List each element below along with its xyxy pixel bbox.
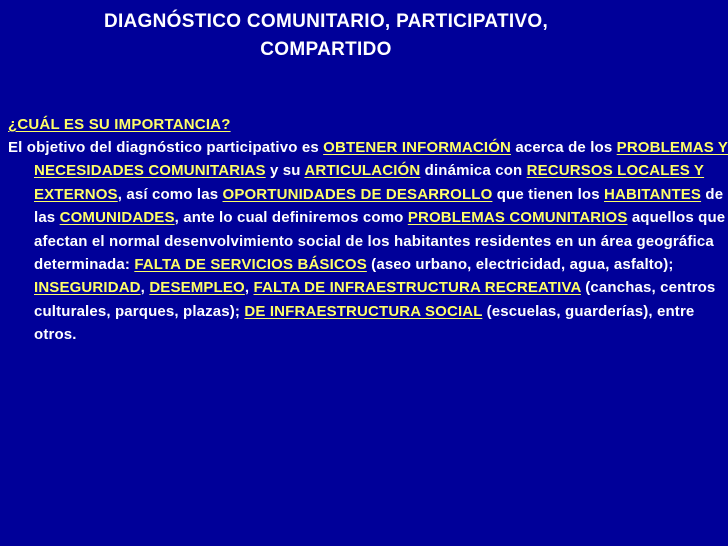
paragraph-text: , [140,279,150,297]
paragraph-text: , así como las [117,185,223,203]
highlighted-phrase: DESEMPLEO [149,279,245,297]
subheading: ¿CUÁL ES SU IMPORTANCIA? [8,116,231,133]
highlighted-phrase: COMUNIDADES [59,209,175,227]
paragraph-text: (canchas, centros culturales, parques, plazas); [34,279,716,320]
highlighted-phrase: FALTA DE SERVICIOS BÁSICOS [134,256,367,274]
paragraph-text: y su [265,162,305,180]
paragraph-text: , [244,279,254,297]
slide-title [20,8,632,64]
title-line-2: COMPARTIDO [260,39,392,60]
highlighted-phrase: PROBLEMAS COMUNITARIOS [407,209,628,227]
highlighted-phrase: FALTA DE INFRAESTRUCTURA RECREATIVA [253,279,581,297]
paragraph-text: que tienen los [492,185,605,203]
paragraph-text: aquellos que afectan el normal desenvolvimiento social de los habitantes residentes en un área geográfica determinada: [34,209,726,274]
paragraph-text: (aseo urbano, electricidad, agua, asfalto); [366,256,674,274]
highlighted-phrase: INSEGURIDAD [34,279,141,297]
highlighted-phrase: PROBLEMAS Y NECESIDADES COMUNITARIAS [34,139,728,180]
paragraph-text: acerca de los [511,139,617,156]
highlighted-phrase: ARTICULACIÓN [304,162,421,180]
paragraph-text: dinámica con [420,162,527,180]
highlighted-phrase: RECURSOS LOCALES Y EXTERNOS [34,162,705,203]
paragraph-text: , ante lo cual definiremos como [174,209,408,227]
title-line-1: DIAGNÓSTICO COMUNITARIO, PARTICIPATIVO, [103,11,549,32]
highlighted-phrase: OPORTUNIDADES DE DESARROLLO [222,185,493,203]
paragraph-text: de las [34,185,724,227]
highlighted-phrase: OBTENER INFORMACIÓN [323,139,512,156]
paragraph-text: El objetivo del diagnóstico participativo es [8,139,324,156]
highlighted-phrase: DE INFRAESTRUCTURA SOCIAL [244,302,483,320]
paragraph-text: (escuelas, guarderías), entre otros. [34,302,695,344]
body-paragraph [8,136,728,347]
highlighted-phrase: HABITANTES [604,185,702,203]
